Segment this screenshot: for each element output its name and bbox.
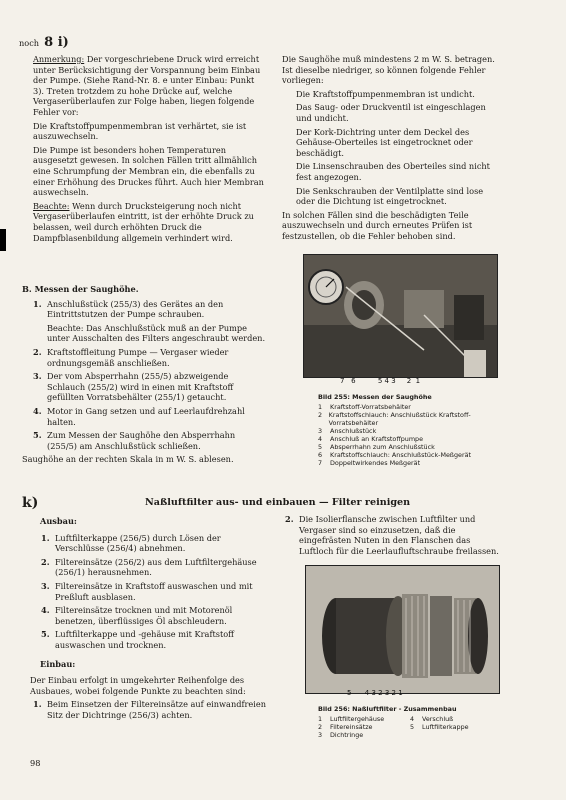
list-item: 3. Filtereinsätze in Kraftstoff auswaschen und mit Preßluft ausblasen.	[41, 580, 253, 602]
ausbau-title: Ausbau:	[40, 516, 77, 526]
legend-row: 5 Absperrhahn zum Anschlußstück	[318, 443, 435, 451]
fault-item: Die Senkschrauben der Ventilplatte sind lose oder die Dichtung ist eingetrocknet.	[296, 185, 484, 207]
note-text: Die Kraftstoffpumpenmembran ist verhärtet, sie ist auszuwechseln.	[33, 120, 247, 142]
note-lead: Anmerkung:	[33, 54, 85, 64]
ausbau-list	[41, 533, 269, 651]
list-item: 4. Motor in Gang setzen und auf Leerlaufdrehzahl halten.	[33, 405, 245, 427]
fault-list	[282, 89, 502, 207]
figure-255-title: Bild 255: Messen der Saughöhe	[318, 393, 432, 401]
legend-row: 2 Filtereinsätze	[318, 723, 373, 731]
note-text: Der vorgeschriebene Druck wird erreicht unter Berücksichtigung der Vorspannung beim Einbau der Pumpe. (Siehe Rand-Nr. 8. e unter Einbau: Punkt 3). Treten trotzdem zu hohe Drücke auf, welche Vergaserüberlaufen zur Folge haben, liegen folgende Fehler vor:	[33, 54, 261, 117]
section-k-label: k)	[22, 495, 39, 511]
note-lead: Beachte:	[33, 200, 70, 211]
legend-row: 5 Luftfilterkappe	[410, 723, 469, 731]
legend-row: 2 Kraftstoffschlauch: Anschlußstück Kraftstoff-Vorratsbehälter	[318, 411, 471, 427]
figure-255-callouts: 7 6 5 4 3 2 1	[340, 377, 421, 385]
section-k-right	[285, 514, 507, 559]
right-notes	[282, 54, 502, 245]
list-item: 2. Filtereinsätze (256/2) aus dem Luftfiltergehäuse (256/1) herausnehmen.	[41, 556, 257, 578]
fuel-pump-test-illustration	[304, 255, 497, 377]
air-filter-illustration	[306, 566, 499, 693]
right-outro: In solchen Fällen sind die beschädigten Teile auszuwechseln und durch erneutes Prüfen ist festzustellen, ob die Fehler behoben sind.	[282, 209, 473, 241]
einbau-title: Einbau:	[40, 658, 76, 669]
legend-row: 4 Verschluß	[410, 715, 454, 723]
section-b	[22, 284, 267, 465]
figure-256-callouts: 5 4 3 2 3 2 1	[347, 689, 403, 697]
section-k-title: Naßluftfilter aus- und einbauen — Filter reinigen	[145, 497, 411, 508]
list-item: 5. Zum Messen der Saughöhe den Absperrhahn (255/5) am Anschlußstück schließen.	[33, 430, 236, 451]
legend-row: 4 Anschluß an Kraftstoffpumpe	[318, 435, 424, 443]
note-text: Die Pumpe ist besonders hohen Temperaturen ausgesetzt gewesen. In solchen Fällen tritt allmählich eine Schrumpfung der Membran ein, die ebenfalls zu einer Erhöhung des Druckes führt. Auch hier Membran auswechseln.	[33, 144, 264, 198]
figure-256-photo	[305, 565, 500, 694]
fault-item: Das Saug- oder Druckventil ist eingeschlagen und undicht.	[296, 102, 486, 123]
margin-marker	[0, 229, 6, 251]
list-item: 2. Kraftstoffleitung Pumpe — Vergaser wieder ordnungsgemäß anschließen.	[33, 346, 229, 368]
list-item: 1. Luftfilterkappe (256/5) durch Lösen der Verschlüsse (256/4) abnehmen.	[41, 532, 221, 554]
note-text: Wenn durch Drucksteigerung noch nicht Vergaserüberlaufen eintritt, ist der erhöhte Druck zu belassen, weil durch erhöhten Druck die Dampfblasenbildung allgemein verhindert wird.	[33, 200, 254, 243]
fault-item: Die Linsenschrauben des Oberteiles sind nicht fest angezogen.	[296, 161, 490, 182]
legend-row: 6 Kraftstoffschlauch: Anschlußstück-Meßgerät	[318, 451, 471, 459]
einbau-list	[33, 699, 269, 720]
legend-row: 1 Luftfiltergehäuse	[318, 715, 385, 723]
fault-item: Der Kork-Dichtring unter dem Deckel des Gehäuse-Oberteiles ist eingetrocknet oder beschädigt.	[296, 126, 473, 158]
section-header	[19, 31, 69, 50]
section-b-list	[33, 299, 267, 452]
section-b-title: B. Messen der Saughöhe.	[22, 284, 139, 294]
figure-256-legend	[318, 715, 498, 739]
list-item: 2. Die Isolierflansche zwischen Luftfilter und Vergaser sind so einzusetzen, daß die eingefrästen Nuten in den Flanschen das Luftloch für die Leerlaufluftschraube freilassen.	[285, 514, 499, 556]
list-item: 3. Der vom Absperrhahn (255/5) abzweigende Schlauch (255/2) wird in einen mit Kraftstoff gefüllten Vorratsbehälter (255/1) getaucht.	[33, 371, 234, 403]
einbau-intro: Der Einbau erfolgt in umgekehrter Reihenfolge des Ausbaues, wobei folgende Punkte zu beachten sind:	[30, 675, 246, 696]
list-item: 1. Anschlußstück (255/3) des Gerätes an den Eintrittstutzen der Pumpe schrauben.	[33, 298, 224, 320]
section-b-footer: Saughöhe an der rechten Skala in m W. S. ablesen.	[22, 454, 234, 465]
page-number: 98	[30, 758, 41, 768]
section-k-left	[30, 516, 269, 724]
left-notes	[33, 54, 267, 246]
figure-255-photo	[303, 254, 498, 378]
legend-row: 3 Anschlußstück	[318, 427, 377, 435]
figure-255-caption	[318, 393, 498, 467]
header-prefix: noch	[19, 38, 40, 48]
right-intro: Die Saughöhe muß mindestens 2 m W. S. betragen. Ist dieselbe niedriger, so können folgende Fehler vorliegen:	[282, 54, 495, 86]
list-item: Beachte: Das Anschlußstück muß an der Pumpe unter Ausschalten des Filters angeschraubt werden.	[47, 322, 266, 344]
figure-256-caption	[318, 705, 498, 739]
header-section: 8 i)	[44, 35, 69, 50]
list-item: 4. Filtereinsätze trocknen und mit Motorenöl benetzen, überflüssiges Öl abschleudern.	[41, 605, 233, 626]
fault-item: Die Kraftstoffpumpenmembran ist undicht.	[296, 88, 475, 99]
list-item: 1. Beim Einsetzen der Filtereinsätze auf einwandfreien Sitz der Dichtringe (256/3) achten.	[33, 699, 266, 720]
figure-256-title: Bild 256: Naßluftfilter - Zusammenbau	[318, 705, 457, 713]
list-item: 5. Luftfilterkappe und -gehäuse mit Kraftstoff auswaschen und trocknen.	[41, 629, 234, 650]
legend-row: 7 Doppeltwirkendes Meßgerät	[318, 459, 421, 467]
legend-row: 1 Kraftstoff-Vorratsbehälter	[318, 403, 411, 411]
einbau-list-right	[285, 514, 507, 556]
legend-row: 3 Dichtringe	[318, 731, 364, 739]
